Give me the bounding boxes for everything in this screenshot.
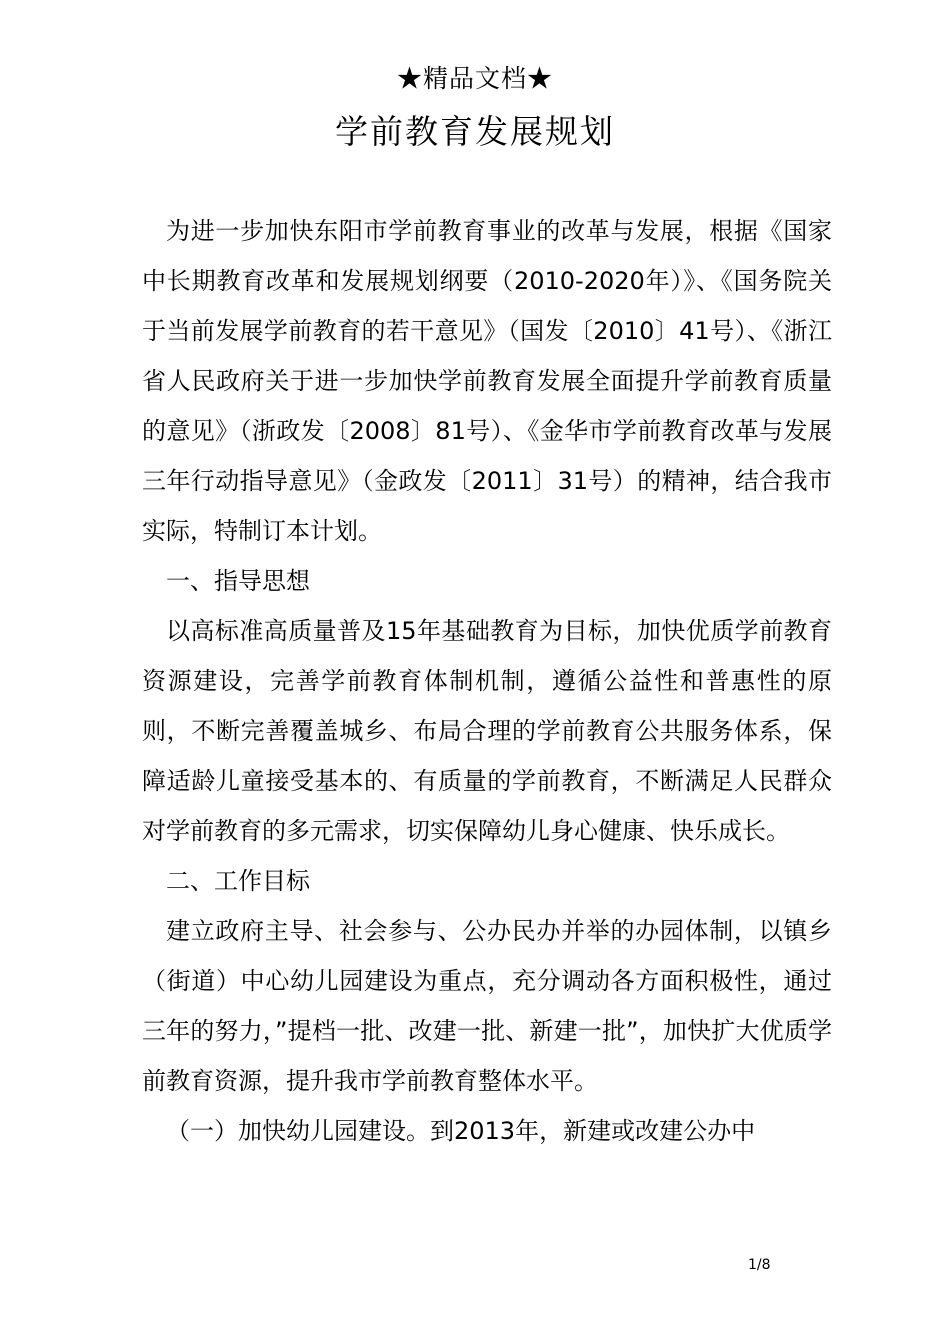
header-mark: ★精品文档★ [396, 64, 553, 93]
page-number: 1/8 [748, 1257, 771, 1273]
paragraph-kindergarten-construction: （一）加快幼儿园建设。到2013年，新建或改建公办中 [166, 1117, 756, 1145]
document-title: 学前教育发展规划 [335, 112, 615, 151]
paragraph-work-goals: 建立政府主导、社会参与、公办民办并举的办园体制，以镇乡（街道）中心幼儿园建设为重点，充分调动各方面积极性，通过三年的努力，”提档一批、改建一批、新建一批”，加快扩大优质学前教育资源，提升我市学前教育整体水平。 [142, 917, 832, 1095]
paragraph-guiding-ideology: 以高标准高质量普及15年基础教育为目标，加快优质学前教育资源建设，完善学前教育体制机制，遵循公益性和普惠性的原则，不断完善覆盖城乡、布局合理的学前教育公共服务体系，保障适龄儿童接受基本的、有质量的学前教育，不断满足人民群众对学前教育的多元需求，切实保障幼儿身心健康、快乐成长。 [142, 617, 832, 845]
paragraph-intro: 为进一步加快东阳市学前教育事业的改革与发展，根据《国家中长期教育改革和发展规划纲要（2010-2020年）》、《国务院关于当前发展学前教育的若干意见》（国发〔2010〕41号）、《浙江省人民政府关于进一步加快学前教育发展全面提升学前教育质量的意见》（浙政发〔2008〕81号）、《金华市学前教育改革与发展三年行动指导意见》（金政发〔2011〕31号）的精神，结合我市实际，特制订本计划。 [142, 217, 832, 545]
document-body [142, 206, 832, 1156]
section-heading-guiding-ideology: 一、指导思想 [166, 567, 310, 595]
section-heading-work-goals: 二、工作目标 [166, 867, 310, 895]
